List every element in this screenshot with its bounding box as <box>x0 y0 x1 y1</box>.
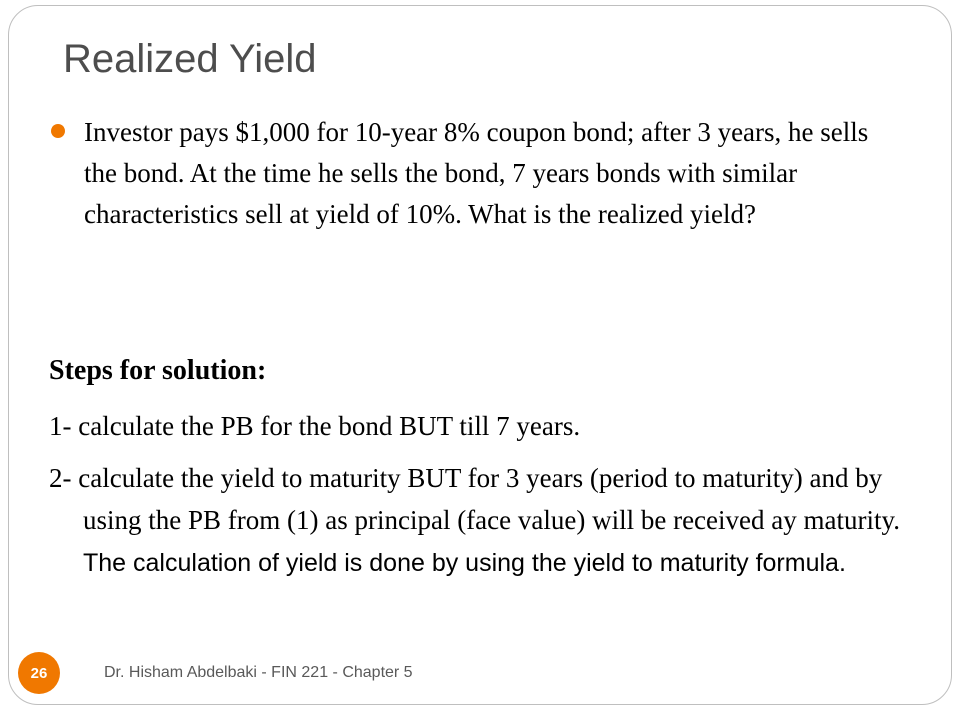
page-number-badge: 26 <box>18 652 60 694</box>
step-1: 1- calculate the PB for the bond BUT till 7 years. <box>49 411 581 441</box>
bullet-dot-icon <box>51 124 65 138</box>
footer-text: Dr. Hisham Abdelbaki - FIN 221 - Chapter 5 <box>104 664 413 681</box>
step-2 <box>49 457 923 584</box>
question-bullet: Investor pays $1,000 for 10-year 8% coupon bond; after 3 years, he sells the bond. At the time he sells the bond, 7 years bonds with similar characteristics sell at yield of 10%. What is the realized yield? <box>84 117 869 229</box>
slide-title: Realized Yield <box>63 37 317 81</box>
step-2-main-text: 2- calculate the yield to maturity BUT for 3 years (period to maturity) and by using the PB from (1) as principal (face value) will be received ay maturity. <box>49 463 900 535</box>
steps-heading: Steps for solution: <box>49 355 267 386</box>
step-2-tail-text: The calculation of yield is done by using the yield to maturity formula. <box>83 549 846 577</box>
